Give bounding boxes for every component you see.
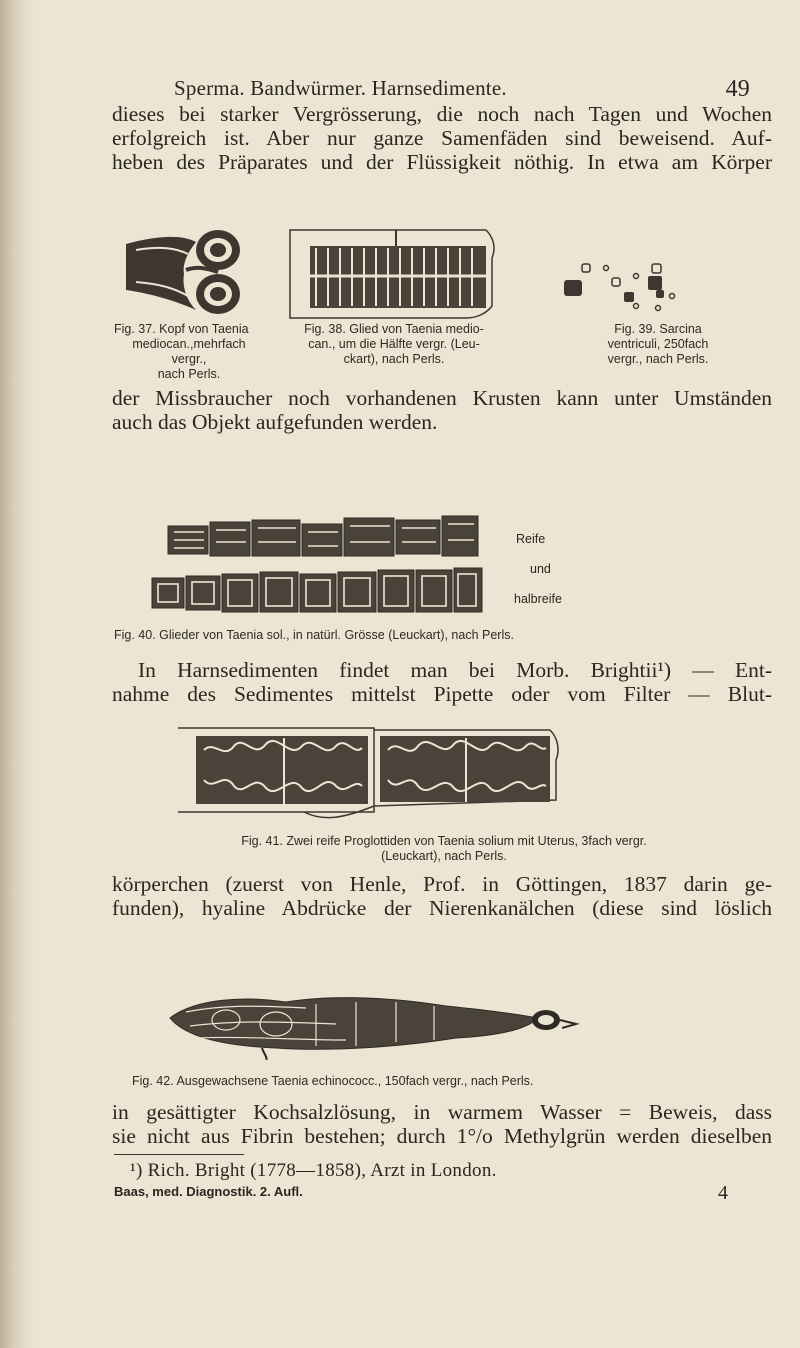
figure-39-caption: [558, 322, 758, 367]
caption-line: Fig. 39. Sarcina: [614, 322, 702, 336]
figure-40-label-reife: Reife: [516, 532, 546, 546]
text-line: In Harnsedimenten findet man bei Morb. Brightii¹) — Ent-: [138, 658, 772, 682]
footnote: ¹) Rich. Bright (1778—1858), Arzt in London.: [130, 1160, 497, 1181]
caption-line: mediocan.,mehrfach vergr.,: [132, 337, 246, 366]
caption-line: (Leuckart), nach Perls.: [381, 849, 507, 863]
figure-42-echinococcus: [166, 990, 586, 1060]
figure-37-caption: [114, 322, 264, 382]
page-number: 49: [725, 76, 750, 102]
paragraph-4: [112, 872, 772, 920]
figure-40-label-und: und: [530, 562, 551, 576]
caption-line: ckart), nach Perls.: [343, 352, 445, 366]
caption-line: vergr., nach Perls.: [607, 352, 709, 366]
printer-imprint: Baas, med. Diagnostik. 2. Aufl.: [114, 1184, 303, 1199]
figure-39-sarcina-cells: [560, 262, 700, 314]
caption-line: ventriculi, 250fach: [607, 337, 709, 351]
figure-42-caption: Fig. 42. Ausgewachsene Taenia echinococc., 150fach vergr., nach Perls.: [132, 1074, 534, 1088]
caption-line: Fig. 38. Glied von Taenia medio-: [304, 322, 484, 336]
paragraph-3: [112, 658, 772, 706]
text-line: dieses bei starker Vergrösserung, die noch nach Tagen und Wochen: [112, 102, 772, 126]
text-line: auch das Objekt aufgefunden werden.: [112, 410, 438, 434]
text-line: körperchen (zuerst von Henle, Prof. in Göttingen, 1837 darin ge-: [112, 872, 772, 896]
caption-line: Fig. 41. Zwei reife Proglottiden von Taenia solium mit Uterus, 3fach vergr.: [241, 834, 647, 848]
caption-line: can., um die Hälfte vergr. (Leu-: [308, 337, 480, 351]
text-line: funden), hyaline Abdrücke der Nierenkanälchen (diese sind löslich: [112, 896, 772, 920]
paragraph-2: [112, 386, 772, 434]
figure-40-caption: Fig. 40. Glieder von Taenia sol., in natürl. Grösse (Leuckart), nach Perls.: [114, 628, 514, 642]
sheet-signature: 4: [718, 1182, 728, 1204]
text-line: der Missbraucher noch vorhandenen Krusten kann unter Umständen: [112, 386, 772, 410]
text-line: nahme des Sedimentes mittelst Pipette oder vom Filter — Blut-: [112, 682, 772, 706]
text-line: heben des Präparates und der Flüssigkeit nöthig. In etwa am Körper: [112, 150, 772, 174]
figure-38-tapeworm-segment: [286, 228, 502, 320]
paragraph-1: [112, 102, 772, 174]
text-line: erfolgreich ist. Aber nur ganze Samenfäden sind beweisend. Auf-: [112, 126, 772, 150]
footnote-rule: [114, 1154, 244, 1155]
figure-40-label-halbreife: halbreife: [514, 592, 562, 606]
figure-41-caption: [114, 834, 774, 864]
text-line: in gesättigter Kochsalzlösung, in warmem Wasser = Beweis, dass: [112, 1100, 772, 1124]
figure-40-tapeworm-segments: [148, 512, 488, 622]
header-title: Sperma. Bandwürmer. Harnsedimente.: [174, 76, 507, 100]
page-binding-shadow: [0, 0, 34, 1348]
paragraph-5: [112, 1100, 772, 1148]
figure-38-caption: [274, 322, 514, 367]
caption-line: nach Perls.: [157, 367, 221, 381]
text-line: sie nicht aus Fibrin bestehen; durch 1°/o Methylgrün werden dieselben: [112, 1124, 772, 1148]
figure-37-tapeworm-head: [126, 222, 246, 317]
caption-line: Fig. 37. Kopf von Taenia: [114, 322, 249, 336]
figure-41-proglottids: [174, 720, 564, 820]
